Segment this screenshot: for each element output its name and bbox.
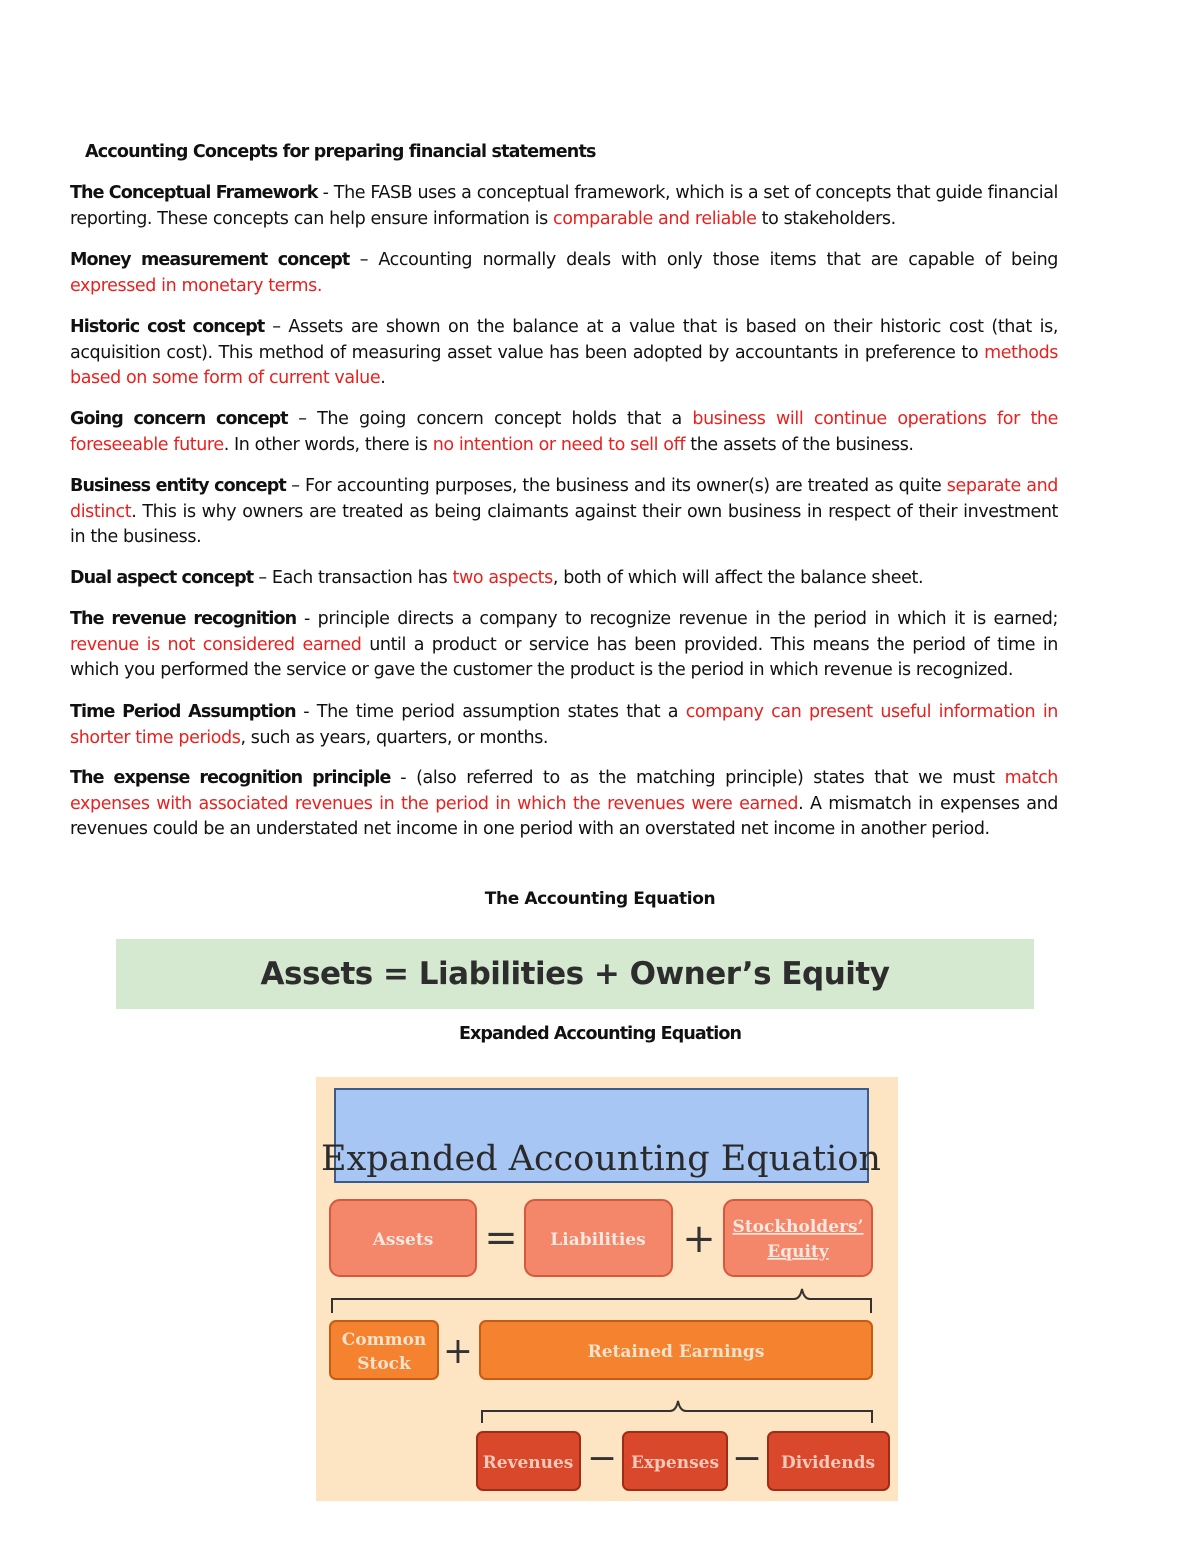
- expanded-equation-title: Expanded Accounting Equation: [458, 1024, 742, 1044]
- page-heading: Accounting Concepts for preparing financial statements: [85, 142, 596, 162]
- concept-money-measurement: Money measurement concept – Accounting normally deals with only those items that are capable of being expressed in monetary terms.: [70, 250, 1058, 296]
- concept-term: Historic cost concept: [70, 317, 265, 337]
- revenues-label: Revenues: [482, 1453, 574, 1473]
- plus-sign-2: +: [442, 1331, 474, 1372]
- dividends-label: Dividends: [780, 1453, 876, 1473]
- accounting-equation-title: The Accounting Equation: [484, 889, 716, 909]
- liabilities-label: Liabilities: [550, 1230, 646, 1250]
- concept-conceptual-framework: The Conceptual Framework - The FASB uses a conceptual framework, which is a set of concepts that guide financial reporting. These concepts can help ensure information is comparable and reliable to stakeholders.: [70, 183, 1058, 229]
- accounting-equation-banner: [116, 939, 1034, 1009]
- concept-revenue-recognition: The revenue recognition - principle directs a company to recognize revenue in the period in which it is earned; revenue is not considered earned until a product or service has been provided. This means the period of time in which you performed the service or gave the customer the product is the period in which revenue is recognized.: [70, 609, 1058, 680]
- stockholders-equity-box: [724, 1200, 872, 1276]
- concept-historic-cost: Historic cost concept – Assets are shown on the balance at a value that is based on their historic cost (that is, acquisition cost). This method of measuring asset value has been adopted by accountants in preference to methods based on some form of current value.: [70, 317, 1058, 388]
- concept-term: Going concern concept: [70, 409, 288, 429]
- concept-term: Dual aspect concept: [70, 568, 254, 588]
- diagram-banner-text: Expanded Accounting Equation: [321, 1139, 881, 1179]
- brace-equity: [332, 1289, 871, 1313]
- expenses-label: Expenses: [630, 1453, 720, 1473]
- minus-sign: −: [586, 1438, 618, 1479]
- stockholders-equity-label-2: Equity: [767, 1242, 829, 1262]
- concept-dual-aspect: Dual aspect concept – Each transaction has two aspects, both of which will affect the balance sheet.: [70, 568, 924, 588]
- concept-term: The expense recognition principle: [70, 768, 391, 788]
- retained-earnings-label: Retained Earnings: [587, 1342, 765, 1362]
- concept-term: Time Period Assumption: [70, 702, 296, 722]
- concept-term: The Conceptual Framework: [70, 183, 318, 203]
- brace-retained: [482, 1401, 872, 1423]
- common-stock-label: Common: [341, 1330, 427, 1350]
- common-stock-label-2: Stock: [357, 1354, 411, 1374]
- concept-term: The revenue recognition: [70, 609, 297, 629]
- concept-business-entity: Business entity concept – For accounting purposes, the business and its owner(s) are treated as quite separate and distinct. This is why owners are treated as being claimants against their own business in respect of their investment in the business.: [70, 476, 1058, 547]
- concept-time-period: Time Period Assumption - The time period assumption states that a company can present useful information in shorter time periods, such as years, quarters, or months.: [70, 702, 1058, 748]
- accounting-equation-text: Assets = Liabilities + Owner’s Equity: [260, 956, 890, 992]
- concept-term: Business entity concept: [70, 476, 286, 496]
- concept-going-concern: Going concern concept – The going concern concept holds that a business will continue operations for the foreseeable future. In other words, there is no intention or need to sell off the assets of the business.: [70, 409, 1058, 455]
- assets-label: Assets: [372, 1230, 434, 1250]
- concept-term: Money measurement concept: [70, 250, 350, 270]
- plus-sign: +: [682, 1216, 716, 1262]
- expanded-equation-diagram: [316, 1077, 898, 1501]
- concept-expense-recognition: The expense recognition principle - (also referred to as the matching principle) states that we must match expenses with associated revenues in the period in which the revenues were earned. A mismatch in expenses and revenues could be an understated net income in one period with an overstated net income in another period.: [70, 768, 1059, 839]
- stockholders-equity-label: Stockholders’: [732, 1217, 864, 1237]
- equals-sign: =: [484, 1215, 518, 1261]
- minus-sign-2: −: [731, 1438, 763, 1479]
